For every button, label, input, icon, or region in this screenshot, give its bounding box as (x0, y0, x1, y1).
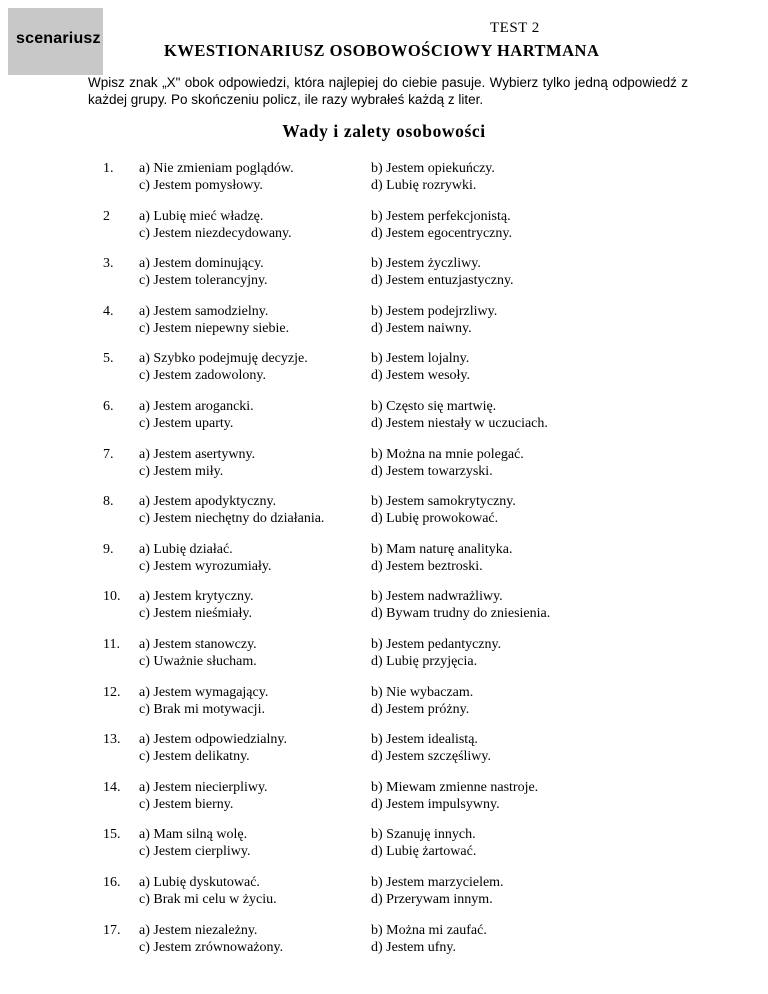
answer-b[interactable]: b) Jestem pedantyczny. (371, 637, 502, 652)
answer-a[interactable]: a) Jestem asertywny. (139, 447, 256, 462)
answer-d[interactable]: d) Lubię żartować. (371, 844, 477, 859)
answer-a[interactable]: a) Lubię działać. (139, 542, 233, 557)
answer-c[interactable]: c) Jestem miły. (139, 464, 224, 479)
answer-b[interactable]: b) Jestem samokrytyczny. (371, 494, 516, 509)
answers-right (371, 350, 470, 384)
answer-d[interactable]: d) Jestem egocentryczny. (371, 226, 512, 241)
answer-c[interactable]: c) Jestem zrównoważony. (139, 940, 284, 955)
answer-c[interactable]: c) Jestem tolerancyjny. (139, 273, 268, 288)
answers-left (139, 208, 292, 242)
answers-right (371, 731, 491, 765)
answer-b[interactable]: b) Nie wybaczam. (371, 685, 474, 700)
question-item (0, 446, 768, 480)
answer-b[interactable]: b) Jestem życzliwy. (371, 256, 481, 271)
answer-d[interactable]: d) Jestem niestały w uczuciach. (371, 416, 548, 431)
answers-left (139, 588, 254, 622)
answers-left (139, 731, 287, 765)
answer-a[interactable]: a) Lubię mieć władzę. (139, 209, 264, 224)
answer-d[interactable]: d) Jestem ufny. (371, 940, 457, 955)
answer-c[interactable]: c) Uważnie słucham. (139, 654, 257, 669)
question-item (0, 922, 768, 956)
answer-d[interactable]: d) Jestem próżny. (371, 702, 470, 717)
answer-d[interactable]: d) Jestem naiwny. (371, 321, 472, 336)
answers-left (139, 255, 268, 289)
question-item (0, 731, 768, 765)
answer-b[interactable]: b) Miewam zmienne nastroje. (371, 780, 539, 795)
answer-c[interactable]: c) Jestem uparty. (139, 416, 234, 431)
answers-left (139, 541, 271, 575)
answer-b[interactable]: b) Jestem perfekcjonistą. (371, 209, 511, 224)
answers-left (139, 684, 268, 718)
answers-left (139, 826, 250, 860)
answer-d[interactable]: d) Lubię prowokować. (371, 511, 499, 526)
scenario-tag: scenariusz (8, 8, 103, 75)
question-number: 4. (103, 304, 114, 319)
answer-a[interactable]: a) Mam silną wolę. (139, 827, 248, 842)
answers-left (139, 350, 308, 384)
question-number: 9. (103, 542, 114, 557)
section-title: Wady i zalety osobowości (282, 121, 486, 141)
answer-a[interactable]: a) Jestem apodyktyczny. (139, 494, 277, 509)
question-number: 1. (103, 161, 114, 176)
answers-right (371, 303, 497, 337)
answers-left (139, 303, 289, 337)
answer-c[interactable]: c) Jestem pomysłowy. (139, 178, 263, 193)
question-number: 11. (103, 637, 120, 652)
question-item (0, 303, 768, 337)
answers-right (371, 255, 514, 289)
instructions: Wpisz znak „X" obok odpowiedzi, która najlepiej do ciebie pasuje. Wybierz tylko jedną odpowiedź z każdej grupy. Po skończeniu policz, ile razy wybrałeś każdą z liter. (88, 75, 688, 107)
answers-left (139, 446, 255, 480)
question-number: 5. (103, 351, 114, 366)
answer-a[interactable]: a) Lubię dyskutować. (139, 875, 260, 890)
answer-a[interactable]: a) Szybko podejmuję decyzje. (139, 351, 308, 366)
answer-c[interactable]: c) Jestem cierpliwy. (139, 844, 251, 859)
question-item (0, 350, 768, 384)
answer-d[interactable]: d) Jestem wesoły. (371, 368, 471, 383)
answer-c[interactable]: c) Jestem niepewny siebie. (139, 321, 290, 336)
answer-b[interactable]: b) Można na mnie polegać. (371, 447, 524, 462)
answers-right (371, 208, 512, 242)
page-title: KWESTIONARIUSZ OSOBOWOŚCIOWY HARTMANA (164, 41, 600, 60)
question-item (0, 874, 768, 908)
question-number: 2 (103, 209, 110, 224)
question-number: 16. (103, 875, 121, 890)
answer-c[interactable]: c) Jestem niechętny do działania. (139, 511, 325, 526)
answer-b[interactable]: b) Jestem idealistą. (371, 732, 478, 747)
answers-left (139, 636, 257, 670)
answers-right (371, 398, 548, 432)
question-item (0, 588, 768, 622)
answer-c[interactable]: c) Jestem wyrozumiały. (139, 559, 272, 574)
answer-d[interactable]: d) Przerywam innym. (371, 892, 493, 907)
answer-a[interactable]: a) Jestem samodzielny. (139, 304, 269, 319)
answer-a[interactable]: a) Jestem niecierpliwy. (139, 780, 268, 795)
answers-right (371, 493, 516, 527)
answer-d[interactable]: d) Jestem szczęśliwy. (371, 749, 491, 764)
answer-a[interactable]: a) Jestem niezależny. (139, 923, 258, 938)
answer-a[interactable]: a) Jestem stanowczy. (139, 637, 257, 652)
answer-c[interactable]: c) Jestem niezdecydowany. (139, 226, 292, 241)
answer-b[interactable]: b) Jestem podejrzliwy. (371, 304, 498, 319)
answer-b[interactable]: b) Mam naturę analityka. (371, 542, 513, 557)
answer-b[interactable]: b) Jestem opiekuńczy. (371, 161, 495, 176)
answer-c[interactable]: c) Brak mi celu w życiu. (139, 892, 277, 907)
question-item (0, 826, 768, 860)
answers-left (139, 922, 283, 956)
answer-b[interactable]: b) Jestem nadwrażliwy. (371, 589, 503, 604)
answers-right (371, 922, 487, 956)
question-item (0, 779, 768, 813)
answer-d[interactable]: d) Bywam trudny do zniesienia. (371, 606, 551, 621)
question-item (0, 493, 768, 527)
answers-right (371, 541, 513, 575)
question-number: 3. (103, 256, 114, 271)
answer-c[interactable]: c) Jestem zadowolony. (139, 368, 266, 383)
answer-a[interactable]: a) Jestem krytyczny. (139, 589, 254, 604)
answers-right (371, 826, 476, 860)
question-number: 17. (103, 923, 121, 938)
answer-c[interactable]: c) Jestem bierny. (139, 797, 234, 812)
answers-left (139, 779, 268, 813)
question-item (0, 255, 768, 289)
answers-right (371, 779, 538, 813)
question-item (0, 160, 768, 194)
question-item (0, 208, 768, 242)
question-number: 7. (103, 447, 114, 462)
question-number: 15. (103, 827, 121, 842)
answer-b[interactable]: b) Można mi zaufać. (371, 923, 487, 938)
answers-right (371, 446, 524, 480)
answers-left (139, 493, 324, 527)
question-number: 12. (103, 685, 121, 700)
answers-right (371, 874, 504, 908)
answer-a[interactable]: a) Jestem odpowiedzialny. (139, 732, 287, 747)
test-number: TEST 2 (490, 20, 540, 36)
question-number: 10. (103, 589, 121, 604)
question-item (0, 684, 768, 718)
answer-b[interactable]: b) Jestem lojalny. (371, 351, 470, 366)
answers-right (371, 684, 473, 718)
answers-left (139, 160, 294, 194)
answers-left (139, 398, 254, 432)
question-item (0, 541, 768, 575)
answer-d[interactable]: d) Jestem entuzjastyczny. (371, 273, 514, 288)
answer-d[interactable]: d) Jestem beztroski. (371, 559, 483, 574)
answers-right (371, 160, 495, 194)
question-item (0, 636, 768, 670)
answers-left (139, 874, 277, 908)
answer-b[interactable]: b) Często się martwię. (371, 399, 497, 414)
answer-a[interactable]: a) Nie zmieniam poglądów. (139, 161, 294, 176)
answer-d[interactable]: d) Lubię przyjęcia. (371, 654, 478, 669)
answer-d[interactable]: d) Jestem towarzyski. (371, 464, 493, 479)
answer-a[interactable]: a) Jestem wymagający. (139, 685, 269, 700)
answer-b[interactable]: b) Jestem marzycielem. (371, 875, 504, 890)
question-number: 6. (103, 399, 114, 414)
answer-d[interactable]: d) Lubię rozrywki. (371, 178, 477, 193)
answer-c[interactable]: c) Jestem nieśmiały. (139, 606, 253, 621)
question-number: 8. (103, 494, 114, 509)
question-number: 13. (103, 732, 121, 747)
answer-b[interactable]: b) Szanuję innych. (371, 827, 476, 842)
answer-d[interactable]: d) Jestem impulsywny. (371, 797, 500, 812)
answers-right (371, 636, 501, 670)
question-number: 14. (103, 780, 121, 795)
answers-right (371, 588, 550, 622)
answer-a[interactable]: a) Jestem dominujący. (139, 256, 264, 271)
answer-a[interactable]: a) Jestem arogancki. (139, 399, 254, 414)
question-item (0, 398, 768, 432)
answer-c[interactable]: c) Jestem delikatny. (139, 749, 250, 764)
answer-c[interactable]: c) Brak mi motywacji. (139, 702, 265, 717)
